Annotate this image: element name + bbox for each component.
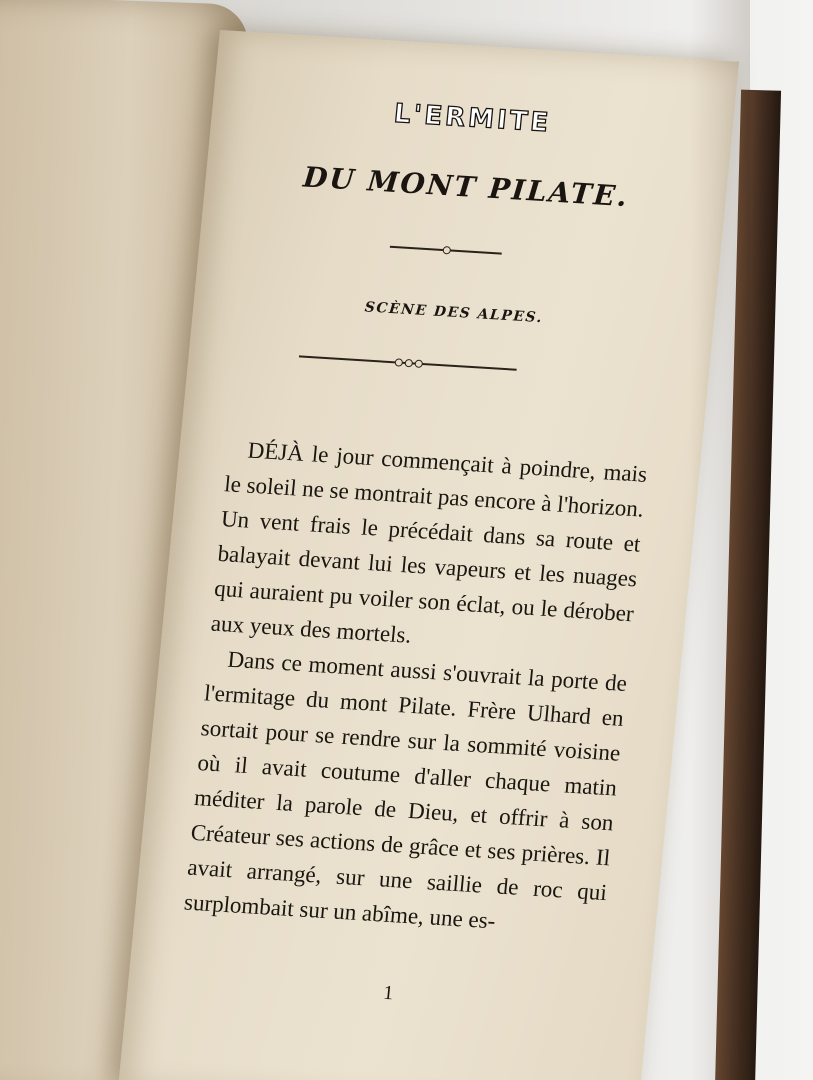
book-title-line2: DU MONT PILATE. — [301, 160, 631, 214]
body-text — [183, 431, 649, 945]
ornamental-rule-bottom — [299, 355, 517, 370]
right-page — [118, 30, 739, 1080]
ornament-dot — [394, 358, 403, 366]
book-title-line1: L'ERMITE — [392, 98, 553, 139]
ornamental-rule-top — [390, 246, 502, 255]
paragraph-2: Dans ce moment aussi s'ouvrait la porte de l'ermitage du mont Pilate. Frère Ulhard en sortait pour se rendre sur la sommité voisine où il avait coutume d'aller chaque matin méditer la parole de Dieu, et offrir à son Créateur ses actions de grâce et ses prières. Il avait arrangé, sur une saillie de roc qui surplombait sur un abîme, une es- — [183, 646, 629, 934]
page-edge-shadow — [690, 0, 750, 1080]
paragraph-1: DÉJÀ le jour commençait à poindre, mais le soleil ne se montrait pas encore à l'horizon. Un vent frais le précédait dans sa route et balayait devant lui les vapeurs et les nuages qui auraient pu voiler son éclat, ou le dérober aux yeux des mortels. — [209, 437, 649, 648]
ornament-dot — [414, 360, 423, 368]
ornament-dot — [442, 246, 451, 254]
book-subtitle: SCÈNE DES ALPES. — [363, 299, 544, 327]
ornament-dot — [404, 359, 413, 367]
page-content — [118, 30, 739, 1080]
page-folio: 1 — [382, 981, 395, 1005]
